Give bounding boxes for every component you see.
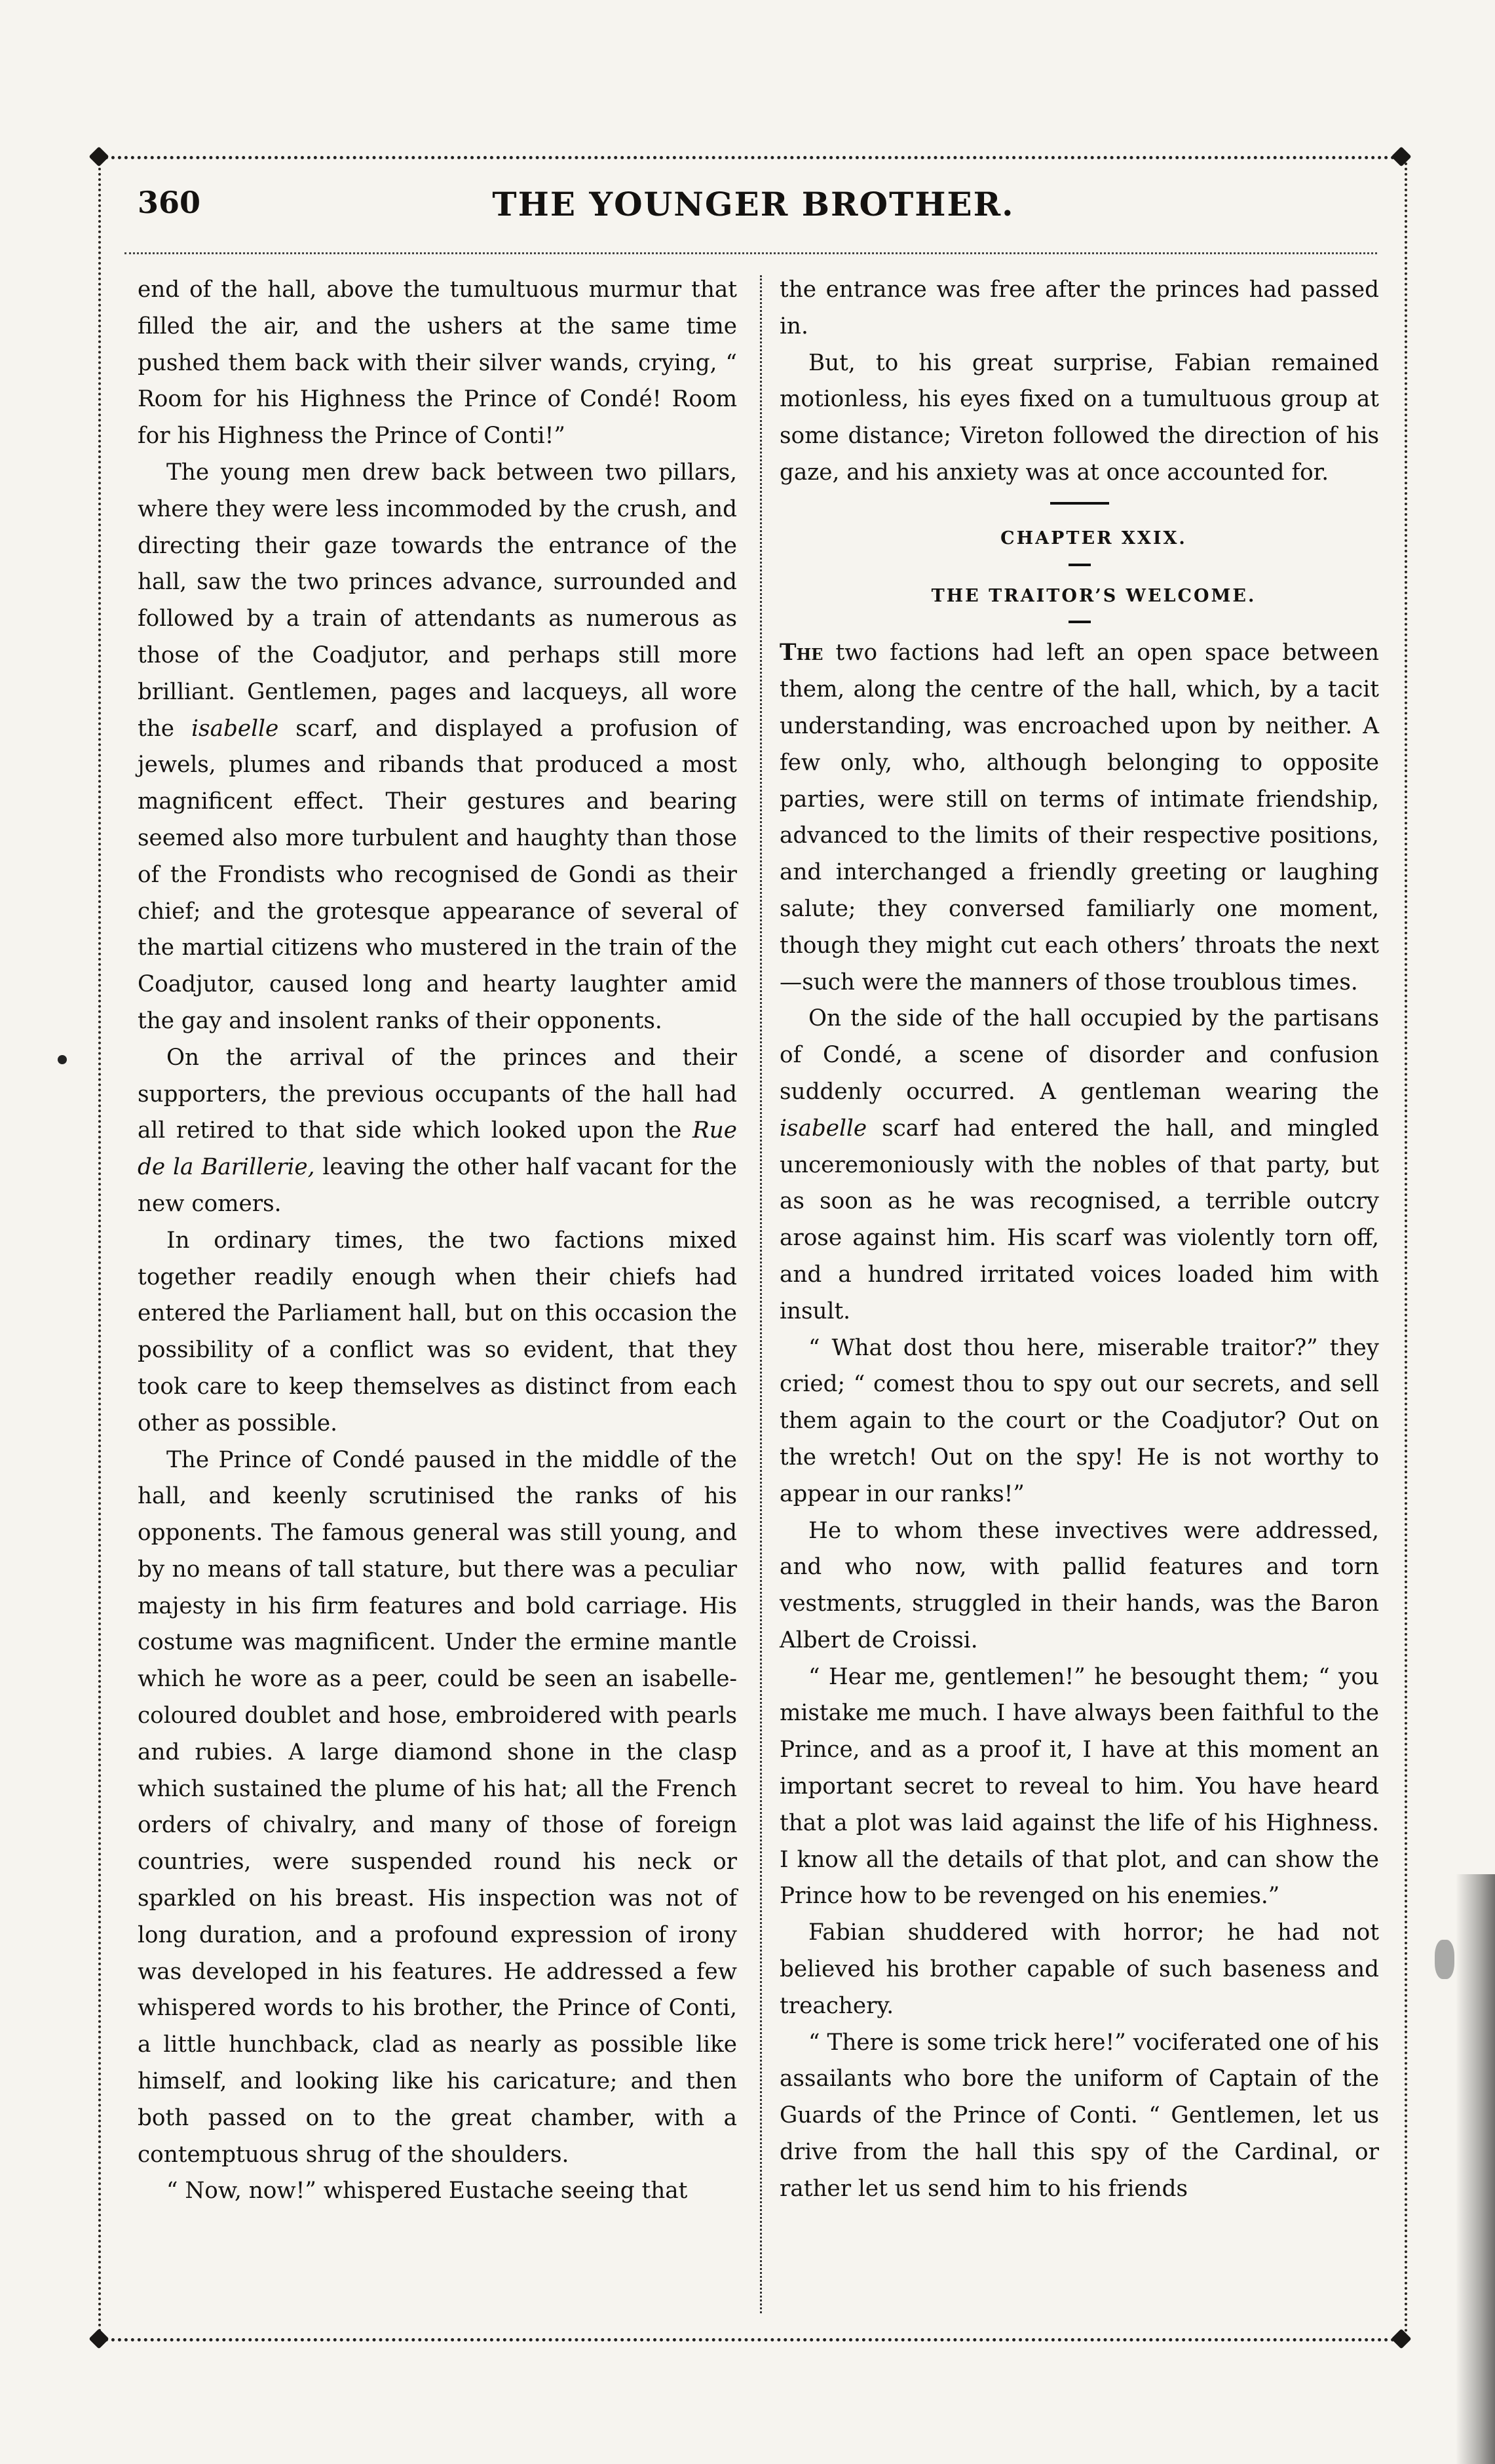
chapter-divider (1050, 502, 1109, 505)
paragraph: In ordinary times, the two factions mixed together readily enough when their chiefs had entered the Parliament hall, but on this occasion the possibility of a conflict was so evident, that they took care to keep themselves as distinct from each other as possible. (138, 1227, 737, 1436)
paragraph: On the side of the hall occupied by the partisans of Condé, a scene of disorder and confusion suddenly occurred. A gentleman wearing the isabelle scarf had entered the hall, and mingled unceremoniously with the nobles of that party, but as soon as he was recognised, a terrible outcry arose against him. His scarf was violently torn off, and a hundred irritated voices loaded him with insult. (780, 1005, 1379, 1324)
paragraph: “ What dost thou here, miserable traitor?” they cried; “ comest thou to spy out our secrets, and sell them again to the court or the Coadjutor? Out on the wretch! Out on the spy! He is not worthy to appear in our ranks!” (780, 1334, 1379, 1507)
paragraph: the entrance was free after the princes had passed in. (780, 277, 1379, 339)
page-header (138, 185, 1369, 237)
paragraph: “ Now, now!” whispered Eustache seeing that (166, 2178, 688, 2204)
paragraph: The two factions had left an open space between them, along the centre of the hall, which, by a tacit understanding, was encroached upon by neither. A few only, who, although belonging to opposite parties, were still on terms of intimate friendship, advanced to the limits of their respective positions, and interchanged a friendly greeting or laughing salute; they conversed familiarly one moment, though they might cut each others’ throats the next—such were the manners of those troublous times. (780, 640, 1379, 995)
paragraph: The young men drew back between two pillars, where they were less incommoded by the crush, and directing their gaze towards the entrance of the hall, saw the two princes advance, surrounded and followed by a train of attendants as numerous as those of the Coadjutor, and perhaps still more brilliant. Gentlemen, pages and lacqueys, all wore the isabelle scarf, and displayed a profusion of jewels, plumes and ribands that produced a most magnificent effect. Their gestures and bearing seemed also more turbulent and haughty than those of the Frondists who recognised de Gondi as their chief; and the grotesque appearance of several of the martial citizens who mustered in the train of the Coadjutor, caused long and hearty laughter amid the gay and insolent ranks of their opponents. (138, 459, 738, 1034)
ink-speck-icon (58, 1055, 67, 1064)
chapter-divider (1069, 621, 1091, 623)
right-column (780, 272, 1379, 2208)
paragraph: end of the hall, above the tumultuous murmur that filled the air, and the ushers at the same time pushed them back with their silver wands, crying, “ Room for his Highness the Prince of Condé! Room for his Highness the Prince of Conti!” (138, 277, 737, 450)
chapter-divider (1069, 564, 1091, 566)
page-number: 360 (138, 185, 201, 220)
chapter-heading: CHAPTER XXIX. (1000, 528, 1187, 549)
running-title: THE YOUNGER BROTHER. (492, 185, 1015, 223)
header-divider (124, 252, 1377, 254)
paragraph: But, to his great surprise, Fabian remained motionless, his eyes fixed on a tumultuous group at some distance; Vireton followed the direction of his gaze, and his anxiety was at once accounted for. (780, 349, 1379, 486)
column-divider (760, 275, 762, 2313)
paragraph: “ Hear me, gentlemen!” he besought them; “ you mistake me much. I have always been faithful to the Prince, and as a proof it, I have at this moment an important secret to reveal to him. You have heard that a plot was laid against the life of his Highness. I know all the details of that plot, and can show the Prince how to be revenged on his enemies.” (780, 1663, 1379, 1910)
left-column (138, 272, 737, 2210)
page-edge-shadow (1456, 1874, 1495, 2464)
paragraph: He to whom these invectives were addressed, and who now, with pallid features and torn vestments, struggled in their hands, was the Baron Albert de Croissi. (780, 1517, 1379, 1653)
paragraph: Fabian shuddered with horror; he had not believed his brother capable of such baseness and treachery. (780, 1919, 1379, 2019)
ink-speck-icon (1435, 1940, 1454, 1979)
paragraph: “ There is some trick here!” vociferated one of his assailants who bore the uniform of Captain of the Guards of the Prince of Conti. “ Gentlemen, let us drive from the hall this spy of the Cardinal, or rather let us send him to his friends (780, 2029, 1379, 2202)
chapter-title: THE TRAITOR’S WELCOME. (931, 585, 1257, 606)
paragraph: On the arrival of the princes and their supporters, the previous occupants of the hall had all retired to that side which looked upon the Rue de la Barillerie, leaving the other half vacant for the new comers. (138, 1044, 737, 1217)
paragraph: The Prince of Condé paused in the middle of the hall, and keenly scrutinised the ranks of his opponents. The famous general was still young, and by no means of tall stature, but there was a peculiar majesty in his firm features and bold carriage. His costume was magnificent. Under the ermine mantle which he wore as a peer, could be seen an isabelle-coloured doublet and hose, embroidered with pearls and rubies. A large diamond shone in the clasp which sustained the plume of his hat; all the French orders of chivalry, and many of those of foreign countries, were suspended round his neck or sparkled on his breast. His inspection was not of long duration, and a profound expression of irony was developed in his features. He addressed a few whispered words to his brother, the Prince of Conti, a little hunchback, clad as nearly as possible like himself, and looking like his caricature; and then both passed on to the great chamber, with a contemptuous shrug of the shoulders. (138, 1446, 737, 2168)
